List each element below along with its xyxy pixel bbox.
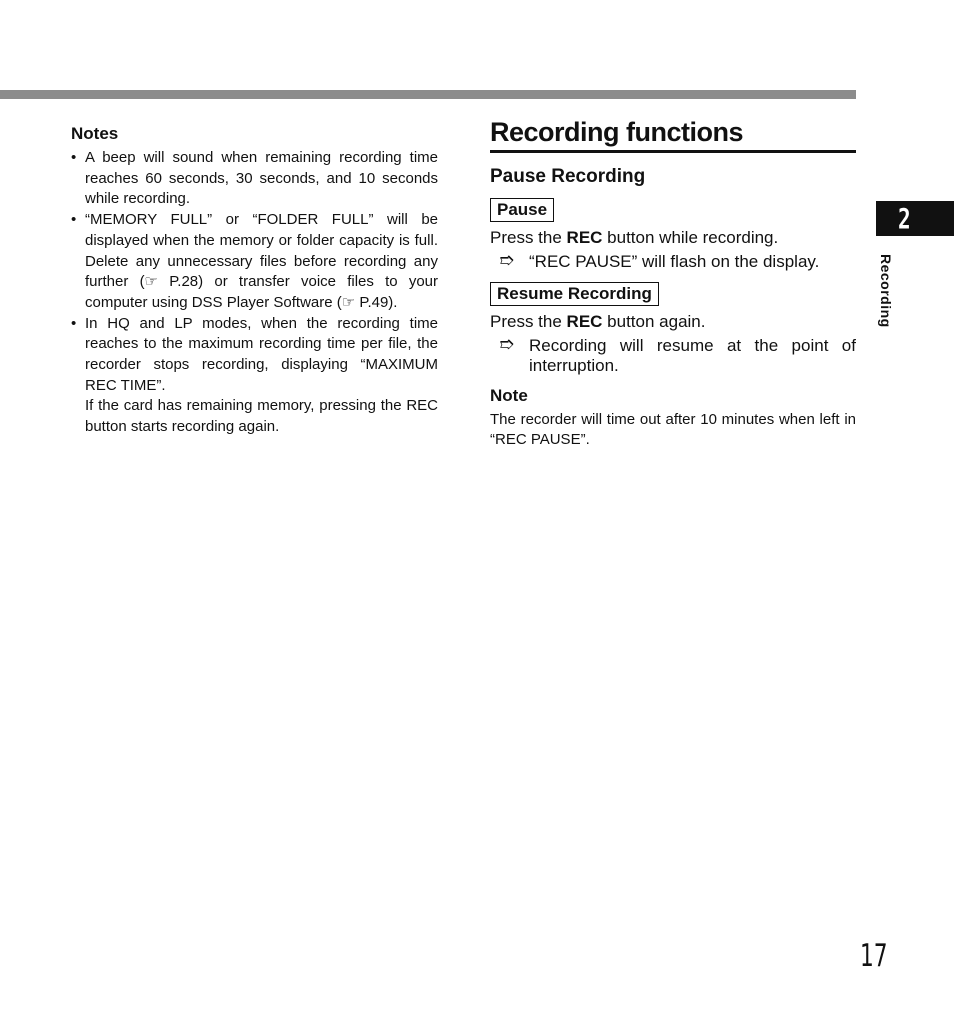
resume-result (490, 336, 856, 376)
instruction-text: button again. (602, 312, 706, 331)
result-arrow-icon: ➱ (499, 334, 515, 354)
instruction-text: button while recording. (602, 228, 779, 247)
chapter-tab (876, 201, 954, 236)
list-item (71, 148, 438, 210)
instruction-text: Press the (490, 228, 567, 247)
resume-label-box: Resume Recording (490, 282, 659, 306)
pause-label-box: Pause (490, 198, 554, 222)
chapter-number: 2 (898, 202, 911, 235)
note-heading: Note (490, 386, 528, 405)
notes-list (71, 148, 438, 438)
note-paragraph: A beep will sound when remaining recording time reaches 60 seconds, 30 seconds, and 10 seconds while recording. (85, 149, 438, 208)
instruction-text: Press the (490, 312, 567, 331)
pause-instruction (490, 228, 856, 248)
note-text: The recorder will time out after 10 minutes when left in “REC PAUSE”. (490, 411, 856, 448)
notes-heading: Notes (71, 124, 119, 143)
list-item (71, 314, 438, 438)
rec-button-label: REC (566, 312, 603, 331)
bullet-icon: • (71, 211, 77, 229)
notes-column (71, 124, 438, 438)
note-paragraph: In HQ and LP modes, when the recording time reaches to the maximum recording time per file, the recorder stops recording, displaying “MAXIMUM REC TIME”. (85, 314, 438, 394)
page-title: Recording functions (490, 116, 856, 153)
note-paragraph: If the card has remaining memory, pressing the REC button starts recording again. (85, 397, 438, 436)
list-item (71, 210, 438, 314)
page-number: 17 (860, 938, 888, 974)
top-rule (0, 90, 856, 99)
bullet-icon: • (71, 314, 77, 332)
result-text: “REC PAUSE” will flash on the display. (529, 252, 820, 271)
bullet-icon: • (71, 149, 77, 166)
result-arrow-icon: ➱ (499, 250, 515, 270)
recording-functions-section (490, 116, 856, 450)
chapter-label: Recording (878, 254, 894, 328)
resume-instruction (490, 312, 856, 332)
pause-result (490, 252, 856, 272)
rec-button-label: REC (566, 228, 603, 247)
result-text: Recording will resume at the point of interruption. (529, 336, 856, 375)
pause-recording-heading: Pause Recording (490, 166, 646, 187)
note-paragraph: “MEMORY FULL” or “FOLDER FULL” will be displayed when the memory or folder capacity is full. Delete any unnecessary files before recording any further (☞ P.28) or transfer voice files to your computer using DSS Player Software (☞ P.49). (85, 211, 438, 311)
